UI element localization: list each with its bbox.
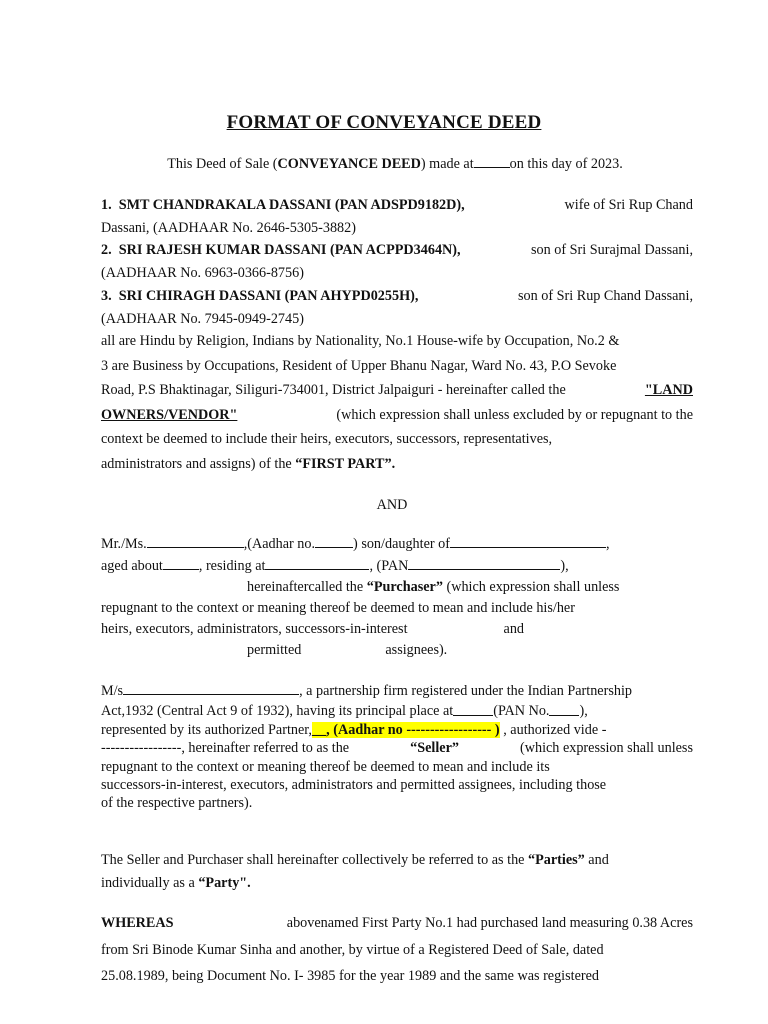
purchaser-text: ), bbox=[560, 558, 569, 575]
place-blank bbox=[453, 700, 493, 715]
purchaser-text: ) son/daughter of bbox=[353, 536, 450, 553]
owners-line: context be deemed to include their heirs, executors, successors, representatives, bbox=[101, 431, 553, 447]
residence-blank bbox=[265, 555, 369, 570]
seller-text: (which expression shall unless bbox=[520, 740, 693, 757]
whereas-text: abovenamed First Party No.1 had purchased land measuring 0.38 Acres bbox=[286, 915, 693, 931]
aadhar-blank bbox=[315, 533, 353, 548]
purchaser-text: aged about bbox=[101, 558, 163, 575]
parties-definition bbox=[101, 849, 693, 895]
party-aadhaar: Dassani, (AADHAAR No. 2646-5305-3882) bbox=[101, 220, 356, 236]
intro-line bbox=[0, 153, 768, 173]
purchaser-text: ,(Aadhar no. bbox=[243, 536, 316, 553]
owners-line: administrators and assigns) of the bbox=[101, 455, 292, 472]
partner-aadhar-blank: ------------------ bbox=[406, 721, 492, 738]
purchaser-text: , (PAN bbox=[369, 558, 409, 575]
purchaser-text: , residing at bbox=[198, 558, 266, 575]
purchaser-text: , bbox=[605, 536, 610, 553]
and-separator: AND bbox=[376, 497, 408, 513]
purchaser-text: hereinaftercalled the bbox=[247, 579, 364, 596]
whereas-text: 25.08.1989, being Document No. I- 3985 for the year 1989 and the same was registered bbox=[101, 968, 600, 984]
parent-blank bbox=[450, 533, 606, 548]
pan-blank bbox=[549, 700, 579, 715]
party-aadhaar: (AADHAAR No. 6963-0366-8756) bbox=[101, 265, 304, 281]
seller-paragraph bbox=[101, 680, 693, 812]
parties-text: individually as a bbox=[101, 875, 195, 891]
seller-text: -----------------, hereinafter referred to as the bbox=[101, 740, 350, 757]
purchaser-text: and bbox=[503, 621, 525, 638]
owners-line: all are Hindu by Religion, Indians by Nationality, No.1 House-wife by Occupation, No.2 & bbox=[101, 333, 620, 349]
seller-text: represented by its authorized Partner, bbox=[101, 721, 312, 738]
land-owners-term: "LAND bbox=[644, 382, 693, 398]
partner-aadhar-close: ) bbox=[494, 721, 500, 738]
purchaser-text: permitted bbox=[247, 642, 302, 659]
seller-text: ), bbox=[579, 703, 588, 720]
party-number: 3. bbox=[101, 288, 112, 304]
seller-text: M/s bbox=[101, 683, 124, 700]
intro-text-1: This Deed of Sale ( bbox=[167, 156, 278, 173]
owners-line: (which expression shall unless excluded by or repugnant to the bbox=[336, 406, 693, 423]
document-title: FORMAT OF CONVEYANCE DEED bbox=[226, 112, 542, 133]
intro-bold: CONVEYANCE DEED bbox=[277, 156, 421, 173]
purchaser-paragraph bbox=[101, 533, 693, 661]
purchaser-text: Mr./Ms. bbox=[101, 536, 147, 553]
purchaser-text: repugnant to the context or meaning thereof be deemed to mean and include his/her bbox=[101, 600, 575, 617]
whereas-paragraph bbox=[101, 910, 693, 990]
whereas-text: from Sri Binode Kumar Sinha and another, by virtue of a Registered Deed of Sale, dated bbox=[101, 941, 604, 958]
party-2 bbox=[101, 239, 693, 285]
party-desc: wife of Sri Rup Chand bbox=[564, 197, 693, 213]
party-name: SRI CHIRAGH DASSANI (PAN AHYPD0255H), bbox=[118, 288, 419, 304]
purchaser-text: (which expression shall unless bbox=[446, 579, 620, 596]
owners-paragraph bbox=[101, 329, 693, 476]
purchaser-text: assignees). bbox=[385, 642, 448, 659]
purchaser-text: heirs, executors, administrators, successors-in-interest bbox=[101, 621, 408, 638]
seller-text: successors-in-interest, executors, administrators and permitted assignees, including those bbox=[101, 776, 607, 793]
parties-term: “Parties” bbox=[528, 852, 585, 868]
party-desc: son of Sri Surajmal Dassani, bbox=[531, 242, 693, 258]
seller-term: “Seller” bbox=[410, 740, 459, 757]
owners-line: Road, P.S Bhaktinagar, Siliguri-734001, District Jalpaiguri - hereinafter called the bbox=[101, 382, 566, 398]
party-3 bbox=[101, 285, 693, 331]
party-name: SRI RAJESH KUMAR DASSANI (PAN ACPPD3464N), bbox=[118, 242, 461, 258]
party-number: 2. bbox=[101, 242, 112, 258]
seller-text: Act,1932 (Central Act 9 of 1932), having its principal place at bbox=[101, 703, 454, 720]
party-term: “Party". bbox=[198, 875, 251, 891]
age-blank bbox=[163, 555, 199, 570]
partner-aadhar-highlight: __, (Aadhar no bbox=[311, 721, 403, 738]
whereas-term: WHEREAS bbox=[101, 915, 174, 931]
party-name: SMT CHANDRAKALA DASSANI (PAN ADSPD9182D), bbox=[118, 197, 465, 213]
seller-text: repugnant to the context or meaning thereof be deemed to mean and include its bbox=[101, 758, 550, 775]
party-number: 1. bbox=[101, 197, 112, 213]
intro-text-3: on this day of 2023. bbox=[509, 156, 623, 173]
party-aadhaar: (AADHAAR No. 7945-0949-2745) bbox=[101, 311, 304, 327]
first-part-term: “FIRST PART”. bbox=[295, 455, 396, 472]
seller-text: , authorized vide - bbox=[503, 721, 607, 738]
seller-text: (PAN No. bbox=[493, 703, 550, 720]
name-blank bbox=[147, 533, 244, 548]
parties-text: The Seller and Purchaser shall hereinafter collectively be referred to as the bbox=[101, 852, 525, 868]
pan-blank bbox=[408, 555, 560, 570]
purchaser-term: “Purchaser” bbox=[366, 579, 443, 596]
seller-text: of the respective partners). bbox=[101, 795, 253, 812]
firm-blank bbox=[123, 680, 299, 695]
intro-text-2: ) made at bbox=[420, 156, 474, 173]
seller-text: , a partnership firm registered under the Indian Partnership bbox=[299, 683, 632, 700]
party-1 bbox=[101, 194, 693, 240]
party-desc: son of Sri Rup Chand Dassani, bbox=[518, 288, 693, 304]
vendor-term: OWNERS/VENDOR" bbox=[101, 406, 238, 423]
parties-text: and bbox=[588, 852, 609, 868]
owners-line: 3 are Business by Occupations, Resident of Upper Bhanu Nagar, Ward No. 43, P.O Sevoke bbox=[101, 357, 617, 374]
place-blank bbox=[474, 153, 510, 168]
